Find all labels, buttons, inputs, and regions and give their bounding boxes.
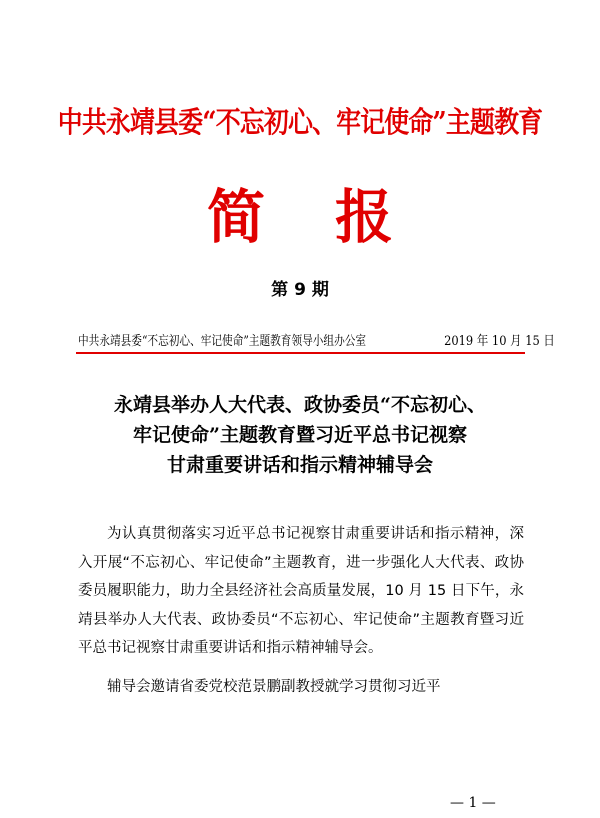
meta-row bbox=[78, 330, 556, 349]
masthead-brief-title: 简报 bbox=[206, 183, 463, 251]
issue-date: 2019 年 10 月 15 日 bbox=[444, 334, 556, 349]
body-paragraph: 辅导会邀请省委党校范景鹏副教授就学习贯彻习近平 bbox=[107, 678, 441, 695]
headline-line: 永靖县举办人大代表、政协委员“不忘初心、 bbox=[114, 394, 486, 416]
article-headline bbox=[60, 390, 540, 480]
masthead-org-title: 中共永靖县委“不忘初心、牢记使命”主题教育 bbox=[57, 105, 543, 139]
headline-line: 甘肃重要讲话和指示精神辅导会 bbox=[166, 454, 433, 476]
body-paragraph: 为认真贯彻落实习近平总书记视察甘肃重要讲话和指示精神，深入开展“不忘初心、牢记使命”主题教育，进一步强化人大代表、政协委员履职能力，助力全县经济社会高质量发展，10 月 15 日下午，永靖县举办人大代表、政协委员“不忘初心、牢记使命”主题教育暨习近平总书记视察甘肃重要讲话和指示精神辅导会。 bbox=[78, 526, 524, 656]
article-body bbox=[78, 520, 524, 701]
headline-line: 牢记使命”主题教育暨习近平总书记视察 bbox=[133, 424, 467, 446]
page-number: — 1 — bbox=[450, 795, 496, 811]
red-divider-rule bbox=[76, 352, 525, 354]
issuer-office: 中共永靖县委“不忘初心、牢记使命”主题教育领导小组办公室 bbox=[78, 334, 367, 349]
issue-number: 第 9 期 bbox=[271, 280, 329, 300]
